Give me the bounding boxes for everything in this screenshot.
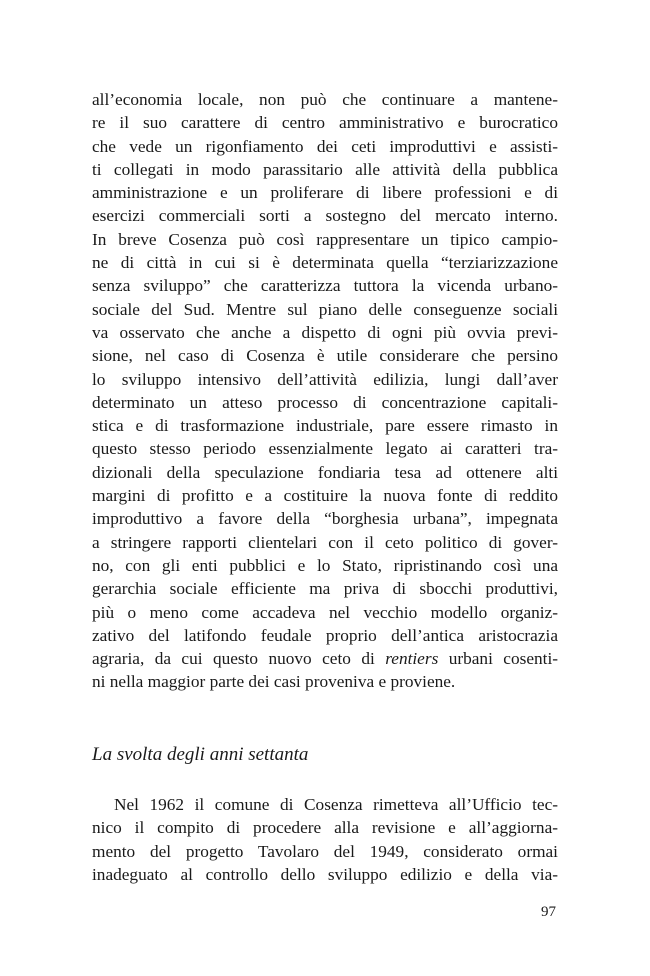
- text-line: ne di città in cui si è determinata quella “terziarizzazione: [92, 253, 558, 273]
- text-line: sione, nel caso di Cosenza è utile considerare che persino: [92, 346, 558, 366]
- text-span: urbani cosenti-: [438, 649, 558, 669]
- page-number: 97: [541, 904, 556, 920]
- text-line: lo sviluppo intensivo dell’attività edilizia, lungi dall’aver: [92, 369, 558, 389]
- text-line: va osservato che anche a dispetto di ogni più ovvia previ-: [92, 322, 558, 342]
- text-line: ni nella maggior parte dei casi proveniva e proviene.: [92, 672, 456, 692]
- text-line: no, con gli enti pubblici e lo Stato, ripristinando così una: [92, 555, 558, 575]
- section-heading: La svolta degli anni settanta: [92, 744, 309, 765]
- text-line: stica e di trasformazione industriale, pare essere rimasto in: [92, 416, 558, 436]
- text-line: determinato un atteso processo di concentrazione capitali-: [92, 392, 558, 412]
- text-line: mento del progetto Tavolaro del 1949, considerato ormai: [92, 841, 558, 861]
- text-line: a stringere rapporti clientelari con il ceto politico di gover-: [92, 532, 558, 552]
- text-line: re il suo carattere di centro amministrativo e burocratico: [92, 113, 558, 133]
- text-line: nico il compito di procedere alla revisione e all’aggiorna-: [92, 818, 558, 838]
- body-paragraph: [92, 88, 558, 694]
- text-line: senza sviluppo” che caratterizza tuttora la vicenda urbano-: [92, 276, 558, 296]
- text-line: gerarchia sociale efficiente ma priva di sbocchi produttivi,: [92, 579, 558, 599]
- text-line: ti collegati in modo parassitario alle attività della pubblica: [92, 159, 558, 179]
- text-line: zativo del latifondo feudale proprio dell’antica aristocrazia: [92, 625, 558, 645]
- text-line: inadeguato al controllo dello sviluppo edilizio e della via-: [92, 864, 558, 884]
- text-line: esercizi commerciali sorti a sostegno del mercato interno.: [92, 206, 558, 226]
- text-line: sociale del Sud. Mentre sul piano delle conseguenze sociali: [92, 299, 558, 319]
- text-line: amministrazione e un proliferare di libere professioni e di: [92, 183, 558, 203]
- text-line: che vede un rigonfiamento dei ceti improduttivi e assisti-: [92, 136, 558, 156]
- text-span: agraria, da cui questo nuovo ceto di: [92, 649, 386, 669]
- text-line: Nel 1962 il comune di Cosenza rimetteva all’Ufficio tec-: [114, 795, 558, 814]
- text-line: questo stesso periodo essenzialmente legato ai caratteri tra-: [92, 439, 558, 459]
- text-line: dizionali della speculazione fondiaria tesa ad ottenere alti: [92, 462, 558, 482]
- text-line: margini di profitto e a costituire la nuova fonte di reddito: [92, 486, 558, 506]
- body-paragraph: [92, 793, 558, 886]
- text-line: [92, 647, 558, 670]
- text-line: all’economia locale, non può che continuare a mantene-: [92, 90, 558, 109]
- text-line: improduttivo a favore della “borghesia urbana”, impegnata: [92, 509, 558, 529]
- italic-term: rentiers: [385, 649, 439, 669]
- text-line: più o meno come accadeva nel vecchio modello organiz-: [92, 602, 558, 622]
- text-line: In breve Cosenza può così rappresentare un tipico campio-: [92, 229, 558, 249]
